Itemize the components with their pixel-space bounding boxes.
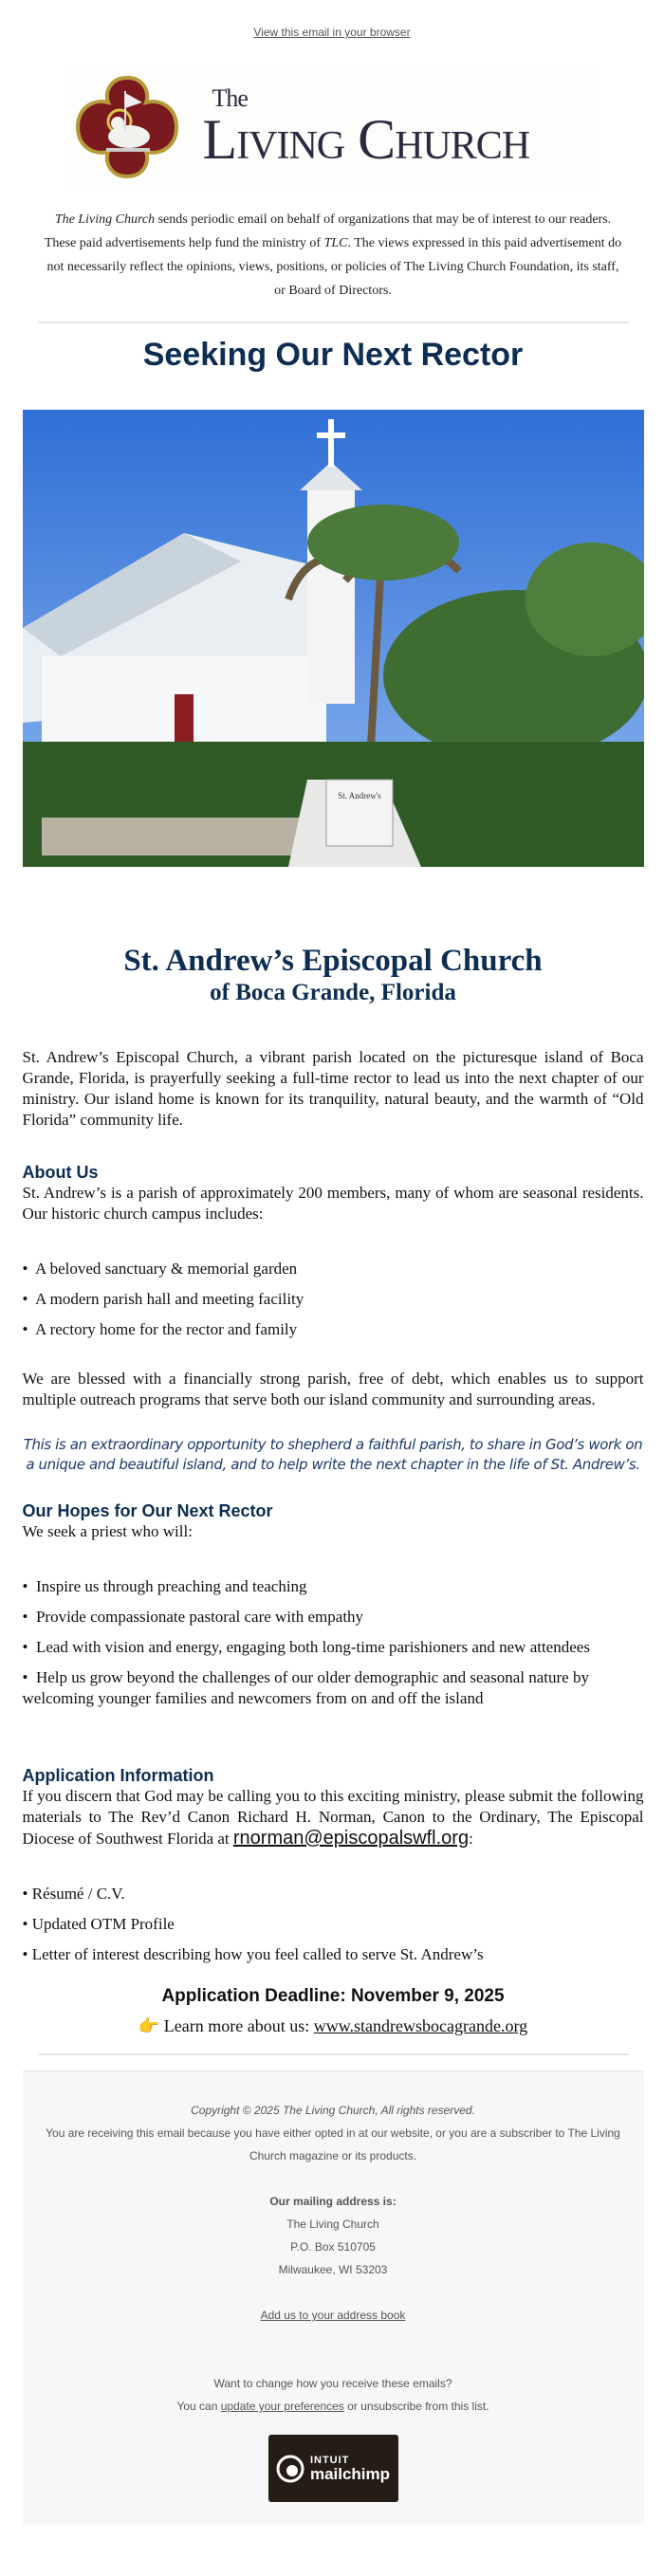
badge-intuit: INTUIT — [309, 2454, 350, 2466]
campus-list — [23, 1259, 644, 1340]
list-item: • Lead with vision and energy, engaging both long-time parishioners and new attendees — [22, 1638, 590, 1656]
sign-text: St. Andrew's — [337, 791, 381, 800]
add-to-address-book-link[interactable]: Add us to your address book — [260, 2309, 406, 2322]
email-link[interactable]: rnorman@episcopalswfl.org — [232, 1828, 470, 1849]
church-photo — [23, 410, 644, 867]
application-text: If you discern that God may be calling you to this exciting ministry, please submit the following materials to The Rev’d Canon Richard H. Norman, Canon to the Ordinary, The Episcopal Diocese of Southwest Florida at rnorman@episcopalswfl.org: — [22, 1787, 644, 1849]
list-item: • Inspire us through preaching and teaching — [22, 1577, 307, 1595]
preferences-line: You can update your preferences or unsubscribe from this list. — [176, 2400, 489, 2413]
address-label: Our mailing address is: — [269, 2195, 397, 2208]
materials-list — [23, 1884, 644, 1965]
badge-mailchimp: mailchimp — [309, 2464, 391, 2483]
finance-paragraph: We are blessed with a financially strong parish, free of debt, which enables us to support multiple outreach programs that serve both our island community and surrounding areas. — [22, 1370, 644, 1408]
hopes-heading: Our Hopes for Our Next Rector — [22, 1501, 273, 1520]
divider — [38, 2053, 629, 2055]
list-item: • Help us grow beyond the challenges of our older demographic and seasonal nature by welcoming younger families and newcomers from on and off the island — [22, 1668, 589, 1707]
church-name: St. Andrew’s Episcopal Church — [123, 944, 543, 978]
mailchimp-freddie-icon — [276, 2452, 304, 2486]
divider — [38, 322, 629, 323]
view-in-browser-link[interactable]: View this email in your browser — [253, 26, 411, 39]
logo-the: The — [212, 84, 248, 112]
list-item: • Résumé / C.V. — [22, 1885, 125, 1903]
page-title: Seeking Our Next Rector — [142, 337, 524, 373]
disclaimer-publication: The Living Church — [54, 212, 156, 227]
highlight-quote: This is an extraordinary opportunity to shepherd a faithful parish, to share in God’s work on a unique and beautiful island, and to help write the next chapter in the life of St. Andrew’s. — [23, 1436, 643, 1473]
address-line: Milwaukee, WI 53203 — [278, 2263, 388, 2276]
change-prompt: Want to change how you receive these emails? — [213, 2377, 452, 2390]
list-item: • A modern parish hall and meeting facility — [22, 1290, 304, 1308]
disclaimer-text-2: . The views expressed in this paid advertisement do not necessarily reflect the opinions, views, positions, or policies of The Living Church Foundation, its staff, or Board of Directors. — [46, 236, 622, 298]
copyright: Copyright © 2025 The Living Church, All rights reserved. — [191, 2104, 475, 2117]
list-item: • Letter of interest describing how you feel called to serve St. Andrew’s — [22, 1945, 484, 1963]
list-item: • Updated OTM Profile — [22, 1915, 175, 1933]
address-line: The Living Church — [286, 2217, 379, 2231]
list-item: • Provide compassionate pastoral care with empathy — [22, 1608, 364, 1626]
hopes-text: We seek a priest who will: — [22, 1522, 193, 1540]
hopes-list — [23, 1576, 644, 1709]
subscription-reason: You are receiving this email because you have either opted in at our website, or you are a subscriber to The Living Church magazine or its products. — [46, 2126, 620, 2162]
website-link[interactable]: www.standrewsbocagrande.org — [313, 2016, 528, 2035]
address-line: P.O. Box 510705 — [290, 2240, 376, 2254]
list-item: • A rectory home for the rector and family — [22, 1320, 298, 1338]
list-item: • A beloved sanctuary & memorial garden — [22, 1260, 298, 1278]
disclaimer-tlc: TLC — [323, 236, 348, 250]
living-church-logo — [65, 65, 600, 189]
intro-paragraph: St. Andrew’s Episcopal Church, a vibrant parish located on the picturesque island of Boca Grande, Florida, is prayerfully seeking a full-time rector to lead us into the next chapter of our ministry. Our island home is known for its tranquility, natural beauty, and the warmth of “Old Florida” community life. — [22, 1048, 644, 1129]
logo-name: Living Church — [202, 108, 530, 171]
disclaimer — [42, 208, 625, 303]
footer — [23, 2070, 644, 2525]
learn-more: 👉 Learn more about us: www.standrewsbocagrande.org — [138, 2016, 528, 2035]
mailchimp-badge[interactable] — [268, 2435, 398, 2502]
update-preferences-link[interactable]: update your preferences — [220, 2400, 344, 2413]
view-in-browser — [0, 0, 664, 39]
application-heading: Application Information — [22, 1766, 214, 1785]
disclaimer-text-1: sends periodic email on behalf of organizations that may be of interest to our readers. These paid advertisements help fund the ministry of — [44, 212, 612, 250]
church-location: of Boca Grande, Florida — [210, 980, 456, 1005]
lamb-seal-icon — [74, 74, 180, 180]
church-heading — [23, 943, 644, 1007]
about-heading: About Us — [22, 1163, 99, 1182]
pointing-hand-icon: 👉 — [138, 2016, 160, 2035]
application-deadline: Application Deadline: November 9, 2025 — [161, 1986, 505, 2006]
about-text: St. Andrew’s is a parish of approximately 200 members, many of whom are seasonal residents. Our historic church campus includes: — [22, 1184, 644, 1223]
